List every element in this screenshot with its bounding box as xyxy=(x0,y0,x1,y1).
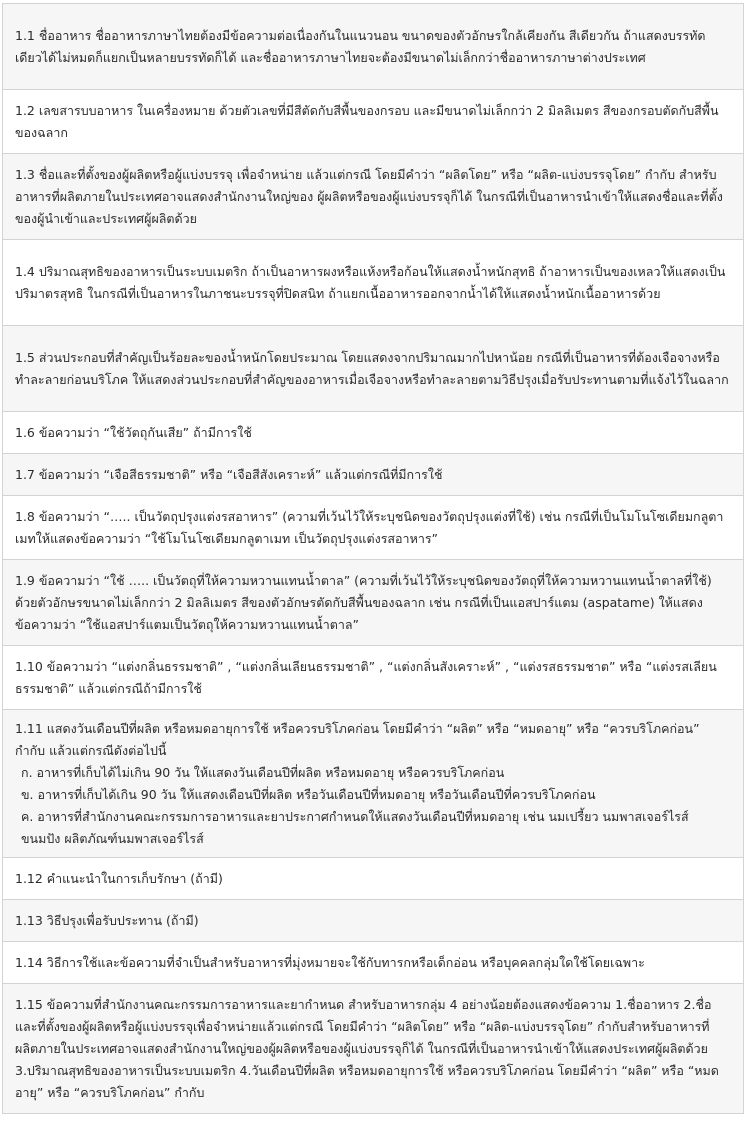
row-text: 1.6 ข้อความว่า “ใช้วัตถุกันเสีย” ถ้ามีการใช้ xyxy=(15,424,252,440)
row-cell xyxy=(3,4,744,90)
row-cell xyxy=(3,90,744,154)
table-row xyxy=(3,646,744,710)
row-text: 1.3 ชื่อและที่ตั้งของผู้ผลิตหรือผู้แบ่งบรรจุ เพื่อจำหน่าย แล้วแต่กรณี โดยมีคำว่า “ผลิตโดย” หรือ “ผลิต-แบ่งบรรจุโดย” กำกับ สำหรับอาหารที่ผลิตภายในประเทศอาจแสดงสำนักงานใหญ่ของ ผู้ผลิตหรือของผู้แบ่งบรรจุก็ได้ ในกรณีที่เป็นอาหารนำเข้าให้แสดงชื่อและที่ตั้งของผู้นำเข้าและประเทศผู้ผลิตด้วย xyxy=(15,166,723,226)
table-row xyxy=(3,942,744,984)
row-cell xyxy=(3,646,744,710)
table-row xyxy=(3,326,744,412)
table-row xyxy=(3,4,744,90)
sub-item: ค. อาหารที่สำนักงานคณะกรรมการอาหารและยาประกาศกำหนดให้แสดงวันเดือนปีที่หมดอายุ เช่น นมเปรี้ยว นมพาสเจอร์ไรส์ ขนมปัง ผลิตภัณฑ์นมพาสเจอร์ไรส์ xyxy=(21,808,689,846)
row-text: 1.5 ส่วนประกอบที่สำคัญเป็นร้อยละของน้ำหนักโดยประมาณ โดยแสดงจากปริมาณมากไปหาน้อย กรณีที่เป็นอาหารที่ต้องเจือจางหรือทำละลายก่อนบริโภค ให้แสดงส่วนประกอบที่สำคัญของอาหารเมื่อเจือจางหรือทำละลายตามวิธีปรุงเมื่อรับประทานตามที่แจ้งไว้ในฉลาก xyxy=(15,349,729,387)
row-text: 1.1 ชื่ออาหาร ชื่ออาหารภาษาไทยต้องมีข้อความต่อเนื่องกันในแนวนอน ขนาดของตัวอักษรใกล้เคียงกัน สีเดียวกัน ถ้าแสดงบรรทัดเดียวได้ไม่หมดก็แยกเป็นหลายบรรทัดก็ได้ และชื่ออาหารภาษาไทยจะต้องมีขนาดไม่เล็กกว่าชื่ออาหารภาษาต่างประเทศ xyxy=(15,27,706,65)
row-cell xyxy=(3,984,744,1114)
row-text: 1.13 วิธีปรุงเพื่อรับประทาน (ถ้ามี) xyxy=(15,912,199,928)
row-text: 1.9 ข้อความว่า “ใช้ ….. เป็นวัตถุที่ให้ความหวานแทนน้ำตาล” (ความที่เว้นไว้ให้ระบุชนิดของวัตถุที่ให้ความหวานแทนน้ำตาลที่ใช้) ด้วยตัวอักษรขนาดไม่เล็กกว่า 2 มิลลิเมตร สีของตัวอักษรตัดกับสีพื้นของฉลาก เช่น กรณีที่เป็นแอสปาร์แตม (aspatame) ให้แสดงข้อความว่า “ใช้แอสปาร์แตมเป็นวัตถุให้ความหวานแทนน้ำตาล” xyxy=(15,572,712,632)
table-row xyxy=(3,90,744,154)
row-text: 1.8 ข้อความว่า “….. เป็นวัตถุปรุงแต่งรสอาหาร” (ความที่เว้นไว้ให้ระบุชนิดของวัตถุปรุงแต่งที่ใช้) เช่น กรณีที่เป็นโมโนโซเดียมกลูตาเมทให้แสดงข้อความว่า “ใช้โมโนโซเดียมกลูตาเมท เป็นวัตถุปรุงแต่งรสอาหาร” xyxy=(15,508,724,546)
table-row xyxy=(3,858,744,900)
table-row xyxy=(3,984,744,1114)
table-row xyxy=(3,412,744,454)
row-cell xyxy=(3,454,744,496)
row-cell xyxy=(3,154,744,240)
row-text: 1.2 เลขสารบบอาหาร ในเครื่องหมาย ด้วยตัวเลขที่มีสีตัดกับสีพื้นของกรอบ และมีขนาดไม่เล็กกว่า 2 มิลลิเมตร สีของกรอบตัดกับสีพื้นของฉลาก xyxy=(15,102,719,140)
row-cell xyxy=(3,900,744,942)
row-cell xyxy=(3,412,744,454)
table-row xyxy=(3,454,744,496)
row-cell xyxy=(3,858,744,900)
row-text: 1.12 คำแนะนำในการเก็บรักษา (ถ้ามี) xyxy=(15,870,223,886)
table-row xyxy=(3,900,744,942)
row-cell xyxy=(3,560,744,646)
row-cell xyxy=(3,326,744,412)
row-text: 1.15 ข้อความที่สำนักงานคณะกรรมการอาหารและยากำหนด สำหรับอาหารกลุ่ม 4 อย่างน้อยต้องแสดงข้อความ 1.ชื่ออาหาร 2.ชื่อและที่ตั้งของผู้ผลิตหรือผู้แบ่งบรรจุเพื่อจำหน่ายแล้วแต่กรณี โดยมีคำว่า “ผลิตโดย” หรือ “ผลิต-แบ่งบรรจุโดย” กำกับสำหรับอาหารที่ผลิตภายในประเทศอาจแสดงสำนักงานใหญ่ของผู้ผลิตหรือของผู้แบ่งบรรจุก็ได้ ในกรณีที่เป็นอาหารนำเข้าให้แสดงประเทศผู้ผลิตด้วย 3.ปริมาณสุทธิของอาหารเป็นระบบเมตริก 4.วันเดือนปีที่ผลิต หรือหมดอายุการใช้ หรือควรบริโภคก่อน โดยมีคำว่า “ผลิต” หรือ “หมดอายุ” หรือ “ควรบริโภคก่อน” กำกับ xyxy=(15,996,719,1100)
row-text: 1.14 วิธีการใช้และข้อความที่จำเป็นสำหรับอาหารที่มุ่งหมายจะใช้กับทารกหรือเด็กอ่อน หรือบุคคลกลุ่มใดใช้โดยเฉพาะ xyxy=(15,954,645,970)
table-row xyxy=(3,496,744,560)
row-text: 1.11 แสดงวันเดือนปีที่ผลิต หรือหมดอายุการใช้ หรือควรบริโภคก่อน โดยมีคำว่า “ผลิต” หรือ “หมดอายุ” หรือ “ควรบริโภคก่อน” กำกับ แล้วแต่กรณีดังต่อไปนี้ xyxy=(15,720,700,758)
row-text: 1.4 ปริมาณสุทธิของอาหารเป็นระบบเมตริก ถ้าเป็นอาหารผงหรือแห้งหรือก้อนให้แสดงน้ำหนักสุทธิ ถ้าอาหารเป็นของเหลวให้แสดงเป็นปริมาตรสุทธิ ในกรณีที่เป็นอาหารในภาชนะบรรจุที่ปิดสนิท ถ้าแยกเนื้ออาหารออกจากน้ำได้ให้แสดงน้ำหนักเนื้ออาหารด้วย xyxy=(15,263,726,301)
table-row xyxy=(3,560,744,646)
sub-list xyxy=(15,762,729,850)
row-text: 1.10 ข้อความว่า “แต่งกลิ่นธรรมชาติ” , “แต่งกลิ่นเลียนธรรมชาติ” , “แต่งกลิ่นสังเคราะห์” , “แต่งรสธรรมชาต” หรือ “แต่งรสเลียนธรรมชาติ” แล้วแต่กรณีถ้ามีการใช้ xyxy=(15,658,717,696)
sub-item: ข. อาหารที่เก็บได้เกิน 90 วัน ให้แสดงเดือนปีที่ผลิต หรือวันเดือนปีที่หมดอายุ หรือวันเดือนปีที่ควรบริโภคก่อน xyxy=(21,786,596,802)
sub-item: ก. อาหารที่เก็บได้ไม่เกิน 90 วัน ให้แสดงวันเดือนปีที่ผลิต หรือหมดอายุ หรือควรบริโภคก่อน xyxy=(21,764,505,780)
label-requirements-table xyxy=(2,3,744,1114)
row-cell xyxy=(3,942,744,984)
table-row xyxy=(3,240,744,326)
row-cell xyxy=(3,240,744,326)
row-cell xyxy=(3,496,744,560)
table-row xyxy=(3,710,744,858)
table-row xyxy=(3,154,744,240)
row-cell xyxy=(3,710,744,858)
row-text: 1.7 ข้อความว่า “เจือสีธรรมชาติ” หรือ “เจือสีสังเคราะห์” แล้วแต่กรณีที่มีการใช้ xyxy=(15,466,443,482)
